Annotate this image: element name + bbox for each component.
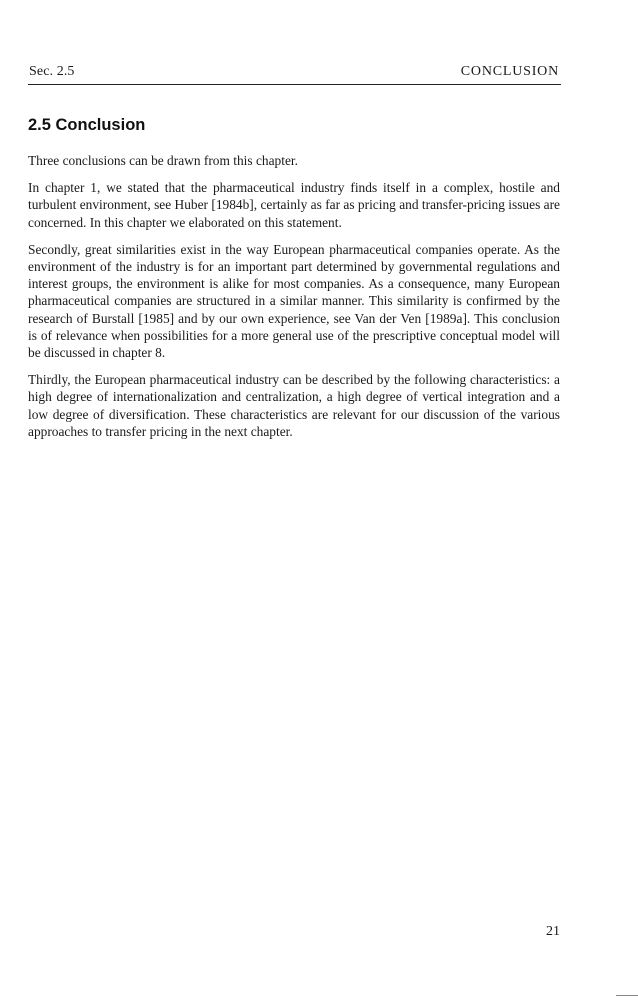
- scan-edge-mark: [616, 995, 638, 996]
- page-number: 21: [546, 924, 560, 939]
- body-text: [28, 152, 560, 450]
- paragraph-second-conclusion: Secondly, great similarities exist in the way European pharmaceutical companies operate. As the environment of the industry is for an important part determined by governmental regulations and interest groups, the environment is alike for most companies. As a consequence, many European pharmaceutical companies are structured in a similar manner. This similarity is confirmed by the research of Burstall [1985] and by our own experience, see Van der Ven [1989a]. This conclusion is of relevance when possibilities for a more general use of the prescriptive conceptual model will be discussed in chapter 8.: [28, 241, 560, 361]
- section-heading: 2.5 Conclusion: [28, 116, 146, 134]
- paragraph-first-conclusion: In chapter 1, we stated that the pharmaceutical industry finds itself in a complex, hostile and turbulent environment, see Huber [1984b], certainly as far as pricing and transfer-pricing issues are concerned. In this chapter we elaborated on this statement.: [28, 180, 560, 230]
- running-header: [28, 62, 561, 85]
- chapter-running-title: CONCLUSION: [460, 64, 559, 79]
- section-reference: Sec. 2.5: [29, 64, 75, 79]
- paragraph-third-conclusion: Thirdly, the European pharmaceutical industry can be described by the following characteristics: a high degree of internationalization and centralization, a high degree of vertical integration and a low degree of diversification. These characteristics are relevant for our discussion of the various approaches to transfer pricing in the next chapter.: [28, 372, 560, 439]
- paragraph-intro: Three conclusions can be drawn from this chapter.: [28, 153, 298, 168]
